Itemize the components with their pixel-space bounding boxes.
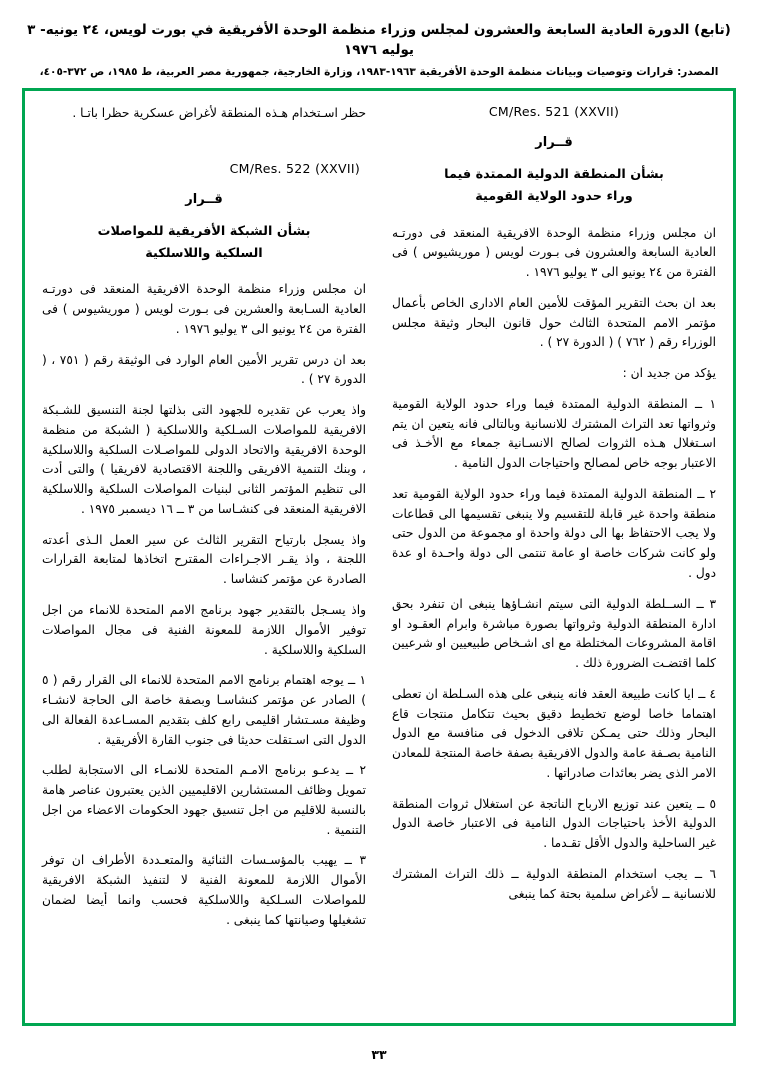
heading-qarar-right: قــرار: [535, 135, 573, 150]
paragraph: بعد ان درس تقرير الأمين العام الوارد فى الوثيقة رقم ( ٧٥١ ، ( الدورة ٢٧ ) .: [42, 352, 366, 387]
paragraph: واذ يسجل بارتياح التقرير الثالث عن سير العمل الـذى أعدته اللجنة ، واذ يقـر الاجـراءات المقترح اتخاذها لمتابعة القرارات الصادرة عن مؤتمر كنشاسا .: [42, 532, 366, 587]
paragraph: ١ ــ يوجه اهتمام برنامج الامم المتحدة للانماء الى القرار رقم ( ٥ ) الصادر عن مؤتمر كنشاسـا وبصفة خاصة الى الحاجة لانشـاء وظيفة مسـتشار اقليمى رابع كلف بتقديم المسـاعدة الفعالة الى الدول التى اسـتقلت حديثا فى جنوب القارة الأفريقية .: [42, 673, 366, 747]
heading-subject-right-line2: وراء حدود الولاية القومية: [475, 188, 633, 204]
heading-subject-left: [42, 221, 366, 265]
paragraph: ان مجلس وزراء منظمة الوحدة الافريقية المنعقد فى دورتـه العادية السـابعة والعشرين فى بـورت لويس ( موريشيوس ) فى الفترة من ٢٤ يونيو الى ٣ يوليو ١٩٧٦ .: [42, 282, 366, 336]
paragraph: ١ ــ المنطقة الدولية الممتدة فيما وراء حدود الولاية القومية وثرواتها تعد التراث المشترك للانسانية وبالتالى فانه يتعين ان يتم اسـتغلال هـذه الثروات لصالح الانسـانية جمعاء مع الأخـذ فى الاعتبار بوجه خاص لمصالح واحتياجات الدول النامية .: [392, 396, 716, 471]
heading-subject-right: [392, 164, 716, 208]
page-header-source: المصدر: ‏قرارات وتوصيات وبيانات منظمة الوحدة الأفريقية ١٩٦٣-١٩٨٣، وزارة الخارجية، جمهورية مصر العربية، ط ١٩٨٥، ص ٣٧٢-٤٠٥،: [39, 65, 719, 78]
paragraph: ٢ ــ المنطقة الدولية الممتدة فيما وراء حدود الولاية القومية تعد منطقة واحدة غير قابلة للتقسيم ولا ينبغى تقسيمها الى قطاعات ولا يجب الاحتفاظ بها الى دولة واحدة او مجموعة من الدول حتى ولو كانت شركات خاصة او عامة تنتمى الى دولة واحـدة او عدة دول .: [392, 486, 716, 580]
paragraph: ان مجلس وزراء منظمة الوحدة الافريقية المنعقد فى دورتـه العادية السابعة والعشرون فى بـورت لويس ( موريشيوس ) فى الفترة من ٢٤ يونيو الى ٣ يوليو ١٩٧٦ .: [392, 225, 716, 280]
paragraph: ٤ ــ ايا كانت طبيعة العقد فانه ينبغى على هذه السـلطة ان تعطى اهتماما خاصا لوضع تخطيط دقيق بحيث تتكامل منتجات قاع البحار وذلك حتى يمـكن تلافى الدخول فى منافسة مع الدول النامية بصـفة عامة والدول الافريقية بصفة خاصة المنتجة للمعادن الامر الذى يضر بعائدات صادراتها .: [392, 686, 716, 780]
paragraph: ٣ ــ يهيب بالمؤسـسات الثنائية والمتعـددة الأطراف ان توفر الأموال اللازمة للمعونة الفنية لا لتنفيذ الشبكة الافريقية للمواصلات السـلكية واللاسلكية فحسب وانما أيضا لضمان تشغيلها وصيانتها كما ينبغى .: [42, 853, 366, 927]
heading-subject-left-line1: بشأن الشبكة الأفريقية للمواصلات: [97, 223, 311, 239]
page-header: [18, 20, 740, 80]
column-right: [392, 104, 720, 1014]
paragraph: واذ يعرب عن تقديره للجهود التى بذلتها لجنة التنسيق للشـبكة الافريقية للمواصلات السـلكية واللاسلكية ( الشبكة من منظمة الوحدة الافريقية والاتحاد الدولى للمواصـلات السلكية واللاسلكية ، وبنك التنمية الافريقى واللجنة الاقتصادية لافريقيا ) والتى أدت الى تنظيم المؤتمر الثانى لبنيات المواصلات السلكية واللاسلكية الافريقية المنعقد فى كنشـاسا من ٣ ــ ١٦ ديسمبر ١٩٧٥ .: [42, 403, 366, 516]
column-left: [38, 104, 366, 1014]
paragraph: ٢ ــ يدعـو برنامج الامـم المتحدة للانمـاء الى الاستجابة لطلب تمويل وظائف المستشارين الاقليميين الذين يعتبرون عناصر هامة بالنسبة للاقليم من اجل تنسيق جهود الحكومات الاعضاء من اجل التنمية .: [42, 763, 366, 837]
spacer: [42, 135, 366, 161]
heading-qarar-left: قــرار: [185, 191, 223, 207]
page-number: ٣٣: [371, 1047, 387, 1062]
page-header-title: (تابع) الدورة العادية السابعة والعشرون لمجلس وزراء منظمة الوحدة الأفريقية في بورت لويس، ٢٤ يونيه- ٣ يوليه ١٩٧٦: [27, 22, 731, 59]
two-column-body: [38, 104, 720, 1014]
continuation-paragraph: حظر اسـتخدام هـذه المنطقة لأغراض عسكرية حظرا باتـا .: [72, 106, 366, 120]
heading-subject-right-line1: بشأن المنطقة الدولية الممتدة فيما: [444, 167, 664, 182]
resolution-code-521: CM/Res. 521 (XXVII): [488, 104, 620, 119]
paragraph: يؤكد من جديد ان :: [622, 366, 716, 381]
paragraph: واذ يسـجل بالتقدير جهود برنامج الامم المتحدة للانماء من اجل توفير الأموال اللازمة للمعونة الفنية فى مجال المواصلات السلكية واللاسلكية .: [42, 602, 366, 657]
paragraph: ٦ ــ يجب استخدام المنطقة الدولية ــ ذلك التراث المشترك للانسانية ــ لأغراض سلمية بحتة كما ينبغى: [392, 866, 716, 901]
paragraph: ٣ ــ الســلطة الدولية التى سيتم انشـاؤها ينبغى ان تنفرد بحق ادارة المنطقة الدولية وثرواتها بصورة مباشرة وابرام العقـود او اقامة المشروعات المختلطة مع اى اشـخاص طبيعيين او شرعيين كلما اقتضـت الضرورة ذلك .: [392, 596, 716, 671]
paragraph: بعد ان بحث التقرير المؤقت للأمين العام الادارى الخاص بأعمال مؤتمر الامم المتحدة الثالث حول قانون البحار وثيقة مجلس الوزراء رقم ( ٧٦٢ ) ( الدورة ٢٧ ) .: [392, 295, 716, 350]
paragraph: ٥ ــ يتعين عند توزيع الارباح الناتجة عن استغلال ثروات المنطقة الدولية الأخذ باحتياجات الدول النامية فى الاعتبار خاصة الدول غير الساحلية والدول الأقل تقـدما .: [392, 796, 716, 851]
resolution-code-522: CM/Res. 522 (XXVII): [229, 160, 360, 176]
heading-subject-left-line2: السلكية واللاسلكية: [145, 245, 263, 261]
